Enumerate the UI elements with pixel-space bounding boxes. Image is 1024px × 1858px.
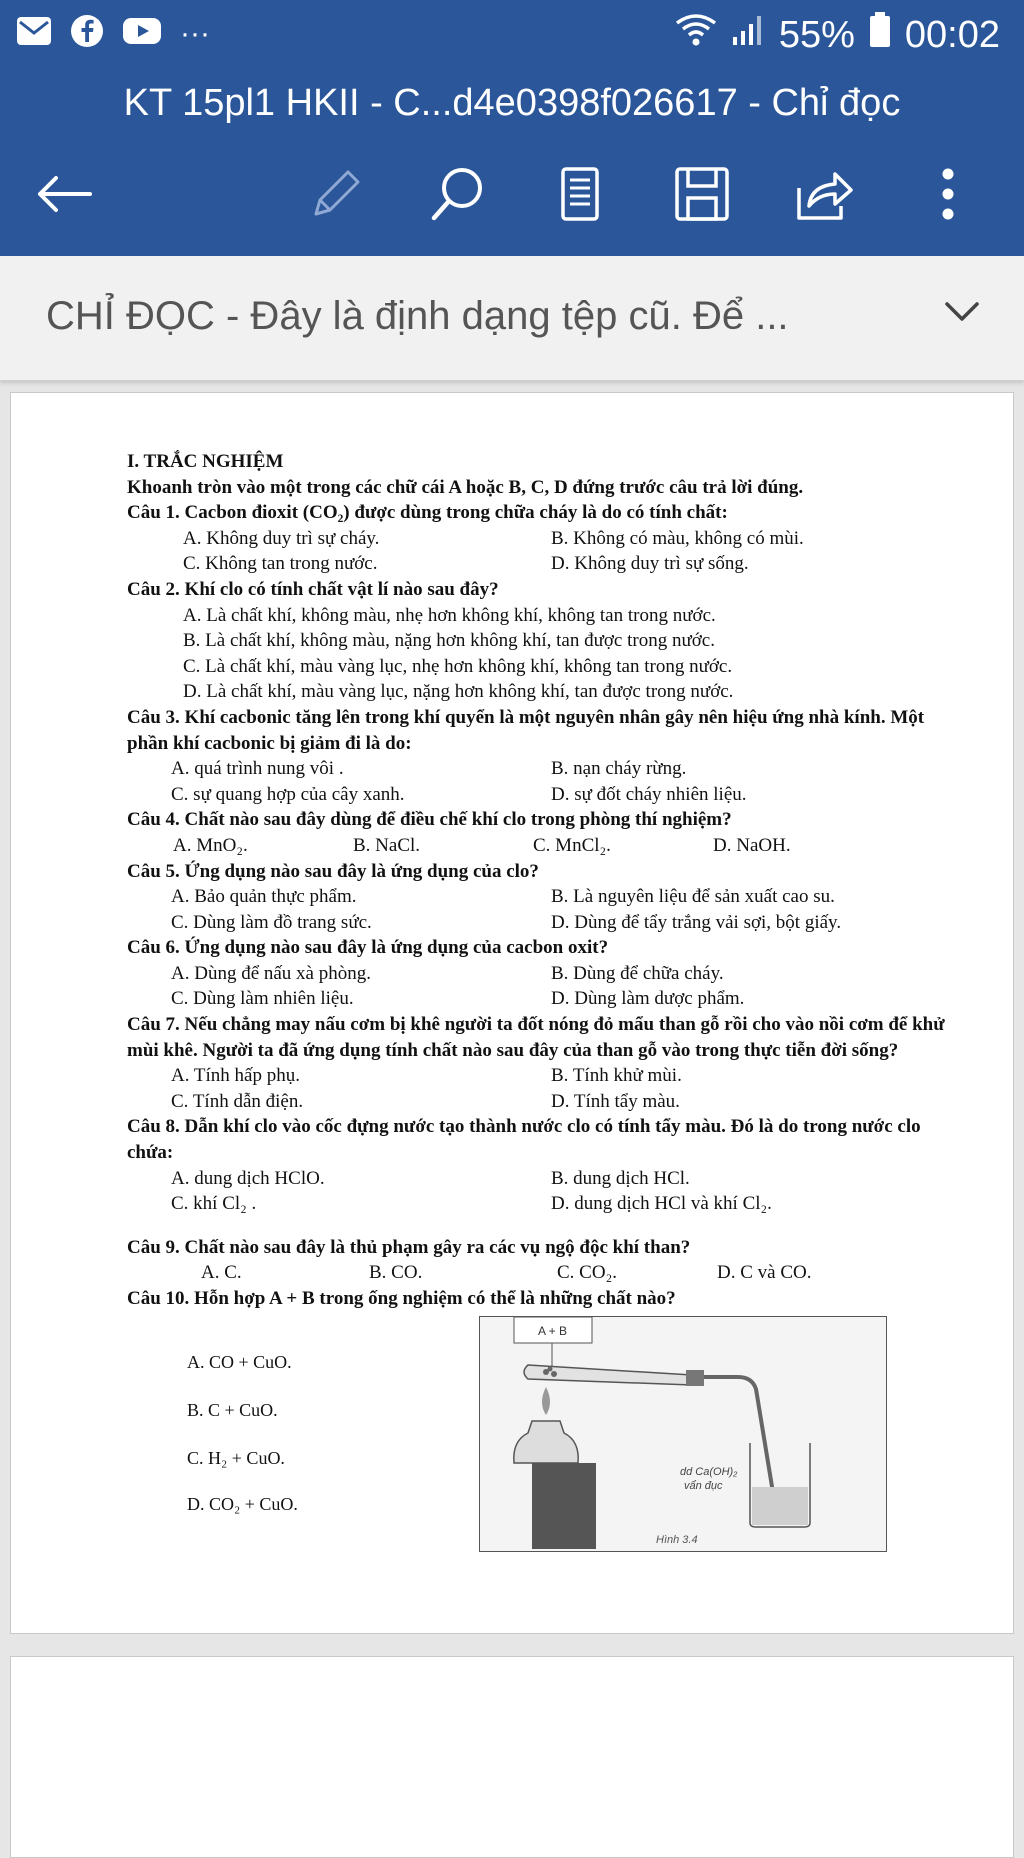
- reading-view-button[interactable]: [548, 164, 612, 228]
- options-row: [127, 1260, 957, 1286]
- option: B. Là nguyên liệu để sản xuất cao su.: [551, 886, 835, 908]
- question-4: Câu 4. Chất nào sau đây dùng để điều chế khí clo trong phòng thí nghiệm?: [127, 809, 732, 831]
- section-heading: I. TRẮC NGHIỆM: [127, 451, 284, 472]
- option: D. CO₂ + CuO.: [187, 1493, 298, 1514]
- option: B. Là chất khí, không màu, nặng hơn không khí, tan được trong nước.: [183, 630, 715, 652]
- save-icon: [674, 166, 730, 227]
- option: A. CO + CuO.: [187, 1351, 292, 1372]
- question-7: Câu 7. Nếu chẳng may nấu cơm bị khê người ta đốt nóng đỏ mẩu than gỗ rồi cho vào nồi cơm để khử mùi khê. Người ta đã ứng dụng tính chất nào sau đây của than gỗ vào trong thực tiễn đời sống?: [127, 1014, 945, 1061]
- question-8: Câu 8. Dẫn khí clo vào cốc đựng nước tạo thành nước clo có tính tẩy màu. Đó là do trong nước clo chứa:: [127, 1116, 921, 1164]
- document-view-icon: [560, 166, 600, 227]
- figure-caption: Hình 3.4: [656, 1533, 698, 1546]
- figure-label-top: A + B: [538, 1323, 568, 1338]
- option: C. H₂ + CuO.: [187, 1447, 285, 1468]
- option: C. CO₂.: [557, 1262, 617, 1284]
- option: D. C và CO.: [717, 1262, 812, 1284]
- experiment-figure: [479, 1316, 887, 1552]
- search-button[interactable]: [426, 164, 490, 228]
- read-only-message: CHỈ ĐỌC - Đây là định dạng tệp cũ. Để ...: [46, 294, 789, 338]
- apparatus-drawing: [480, 1317, 886, 1551]
- question-5: Câu 5. Ứng dụng nào sau đây là ứng dụng của clo?: [127, 860, 539, 882]
- next-page: [10, 1656, 1014, 1858]
- instruction-text: Khoanh tròn vào một trong các chữ cái A hoặc B, C, D đứng trước câu trả lời đúng.: [127, 476, 804, 498]
- edit-button[interactable]: [304, 164, 368, 228]
- option: D. Không duy trì sự sống.: [551, 553, 749, 575]
- options-row: [127, 526, 957, 552]
- option: B. Tính khử mùi.: [551, 1065, 682, 1087]
- option: A. Tính hấp phụ.: [171, 1065, 300, 1087]
- option: A. dung dịch HClO.: [171, 1167, 325, 1189]
- expand-banner-button[interactable]: [944, 300, 980, 329]
- facebook-icon: [70, 14, 104, 53]
- option: A. Không duy trì sự cháy.: [183, 527, 380, 549]
- mail-icon: [16, 16, 52, 51]
- option: B. Dùng để chữa cháy.: [551, 962, 724, 984]
- solution-label: dd Ca(OH)₂: [680, 1465, 738, 1478]
- question-9: Câu 9. Chất nào sau đây là thủ phạm gây ra các vụ ngộ độc khí than?: [127, 1236, 691, 1258]
- kebab-menu-icon: [938, 166, 958, 227]
- share-icon: [795, 166, 853, 227]
- option: B. C + CuO.: [187, 1399, 278, 1420]
- options-row: [127, 551, 957, 577]
- read-only-banner[interactable]: [0, 256, 1024, 381]
- battery-percent: 55%: [778, 13, 855, 56]
- document-body: [127, 449, 957, 1556]
- options-row: [127, 1063, 957, 1089]
- options-row: [127, 756, 957, 782]
- option: D. Là chất khí, màu vàng lục, nặng hơn không khí, tan được trong nước.: [183, 681, 734, 703]
- question-10: Câu 10. Hỗn hợp A + B trong ống nghiệm có thể là những chất nào?: [127, 1288, 676, 1309]
- option: D. Dùng làm dược phẩm.: [551, 988, 745, 1010]
- option: A. Bảo quản thực phẩm.: [171, 886, 357, 908]
- option: B. nạn cháy rừng.: [551, 758, 687, 780]
- options-row: [127, 910, 957, 936]
- option: C. Không tan trong nước.: [183, 553, 378, 575]
- question-6: Câu 6. Ứng dụng nào sau đây là ứng dụng của cacbon oxit?: [127, 937, 609, 959]
- option: B. Không có màu, không có mùi.: [551, 527, 804, 549]
- option: D. NaOH.: [713, 834, 791, 856]
- option: D. Dùng để tẩy trắng vải sợi, bột giấy.: [551, 911, 842, 933]
- option: A. quá trình nung vôi .: [171, 758, 344, 780]
- options-row: [127, 986, 957, 1012]
- option: D. dung dịch HCl và khí Cl₂.: [551, 1193, 772, 1215]
- back-button[interactable]: [32, 164, 96, 228]
- question-10-body: [127, 1316, 957, 1556]
- options-row: [127, 1191, 957, 1217]
- toolbar: [0, 134, 1024, 256]
- option: C. Tính dẫn điện.: [171, 1090, 304, 1112]
- options-row: [127, 1089, 957, 1115]
- question-1: Câu 1. Cacbon đioxit (CO₂) được dùng trong chữa cháy là do có tính chất:: [127, 502, 728, 524]
- option: D. Tính tẩy màu.: [551, 1090, 680, 1112]
- options-row: [127, 1166, 957, 1192]
- pencil-icon: [308, 166, 364, 227]
- option: A. C.: [201, 1262, 242, 1284]
- status-bar: [0, 0, 1024, 72]
- youtube-icon: [122, 16, 162, 51]
- more-notifications-icon: ···: [180, 16, 210, 50]
- options-row: [127, 782, 957, 808]
- save-button[interactable]: [670, 164, 734, 228]
- option: A. MnO₂.: [173, 834, 248, 856]
- solution-state-label: vẩn đục: [684, 1479, 723, 1492]
- chevron-down-icon: [944, 311, 980, 328]
- battery-icon: [869, 12, 891, 58]
- options-row: [127, 833, 957, 859]
- question-2: Câu 2. Khí clo có tính chất vật lí nào sau đây?: [127, 578, 499, 600]
- signal-icon: [731, 13, 765, 57]
- more-options-button[interactable]: [916, 164, 980, 228]
- option: C. Là chất khí, màu vàng lục, nhẹ hơn không khí, không tan trong nước.: [183, 655, 733, 677]
- option: C. sự quang hợp của cây xanh.: [171, 783, 405, 805]
- option: B. dung dịch HCl.: [551, 1167, 690, 1189]
- options-row: [127, 961, 957, 987]
- document-page: [10, 392, 1014, 1634]
- option: A. Dùng để nấu xà phòng.: [171, 962, 371, 984]
- option: C. khí Cl₂ .: [171, 1193, 257, 1215]
- option: B. CO.: [369, 1262, 423, 1284]
- document-title: KT 15pl1 HKII - C...d4e0398f026617 - Chỉ đọc: [0, 72, 1024, 134]
- search-icon: [428, 164, 488, 229]
- share-button[interactable]: [792, 164, 856, 228]
- option: D. sự đốt cháy nhiên liệu.: [551, 783, 747, 805]
- clock: 00:02: [904, 13, 1000, 56]
- question-3: Câu 3. Khí cacbonic tăng lên trong khí quyển là một nguyên nhân gây nên hiệu ứng nhà kính. Một phần khí cacbonic bị giảm đi là do:: [127, 706, 925, 754]
- option: A. Là chất khí, không màu, nhẹ hơn không khí, không tan trong nước.: [183, 604, 716, 626]
- option: C. Dùng làm nhiên liệu.: [171, 988, 354, 1010]
- options-row: [127, 884, 957, 910]
- option: B. NaCl.: [353, 834, 421, 856]
- option: C. Dùng làm đồ trang sức.: [171, 911, 372, 933]
- option: C. MnCl₂.: [533, 834, 611, 856]
- back-arrow-icon: [36, 174, 92, 219]
- wifi-icon: [675, 13, 717, 57]
